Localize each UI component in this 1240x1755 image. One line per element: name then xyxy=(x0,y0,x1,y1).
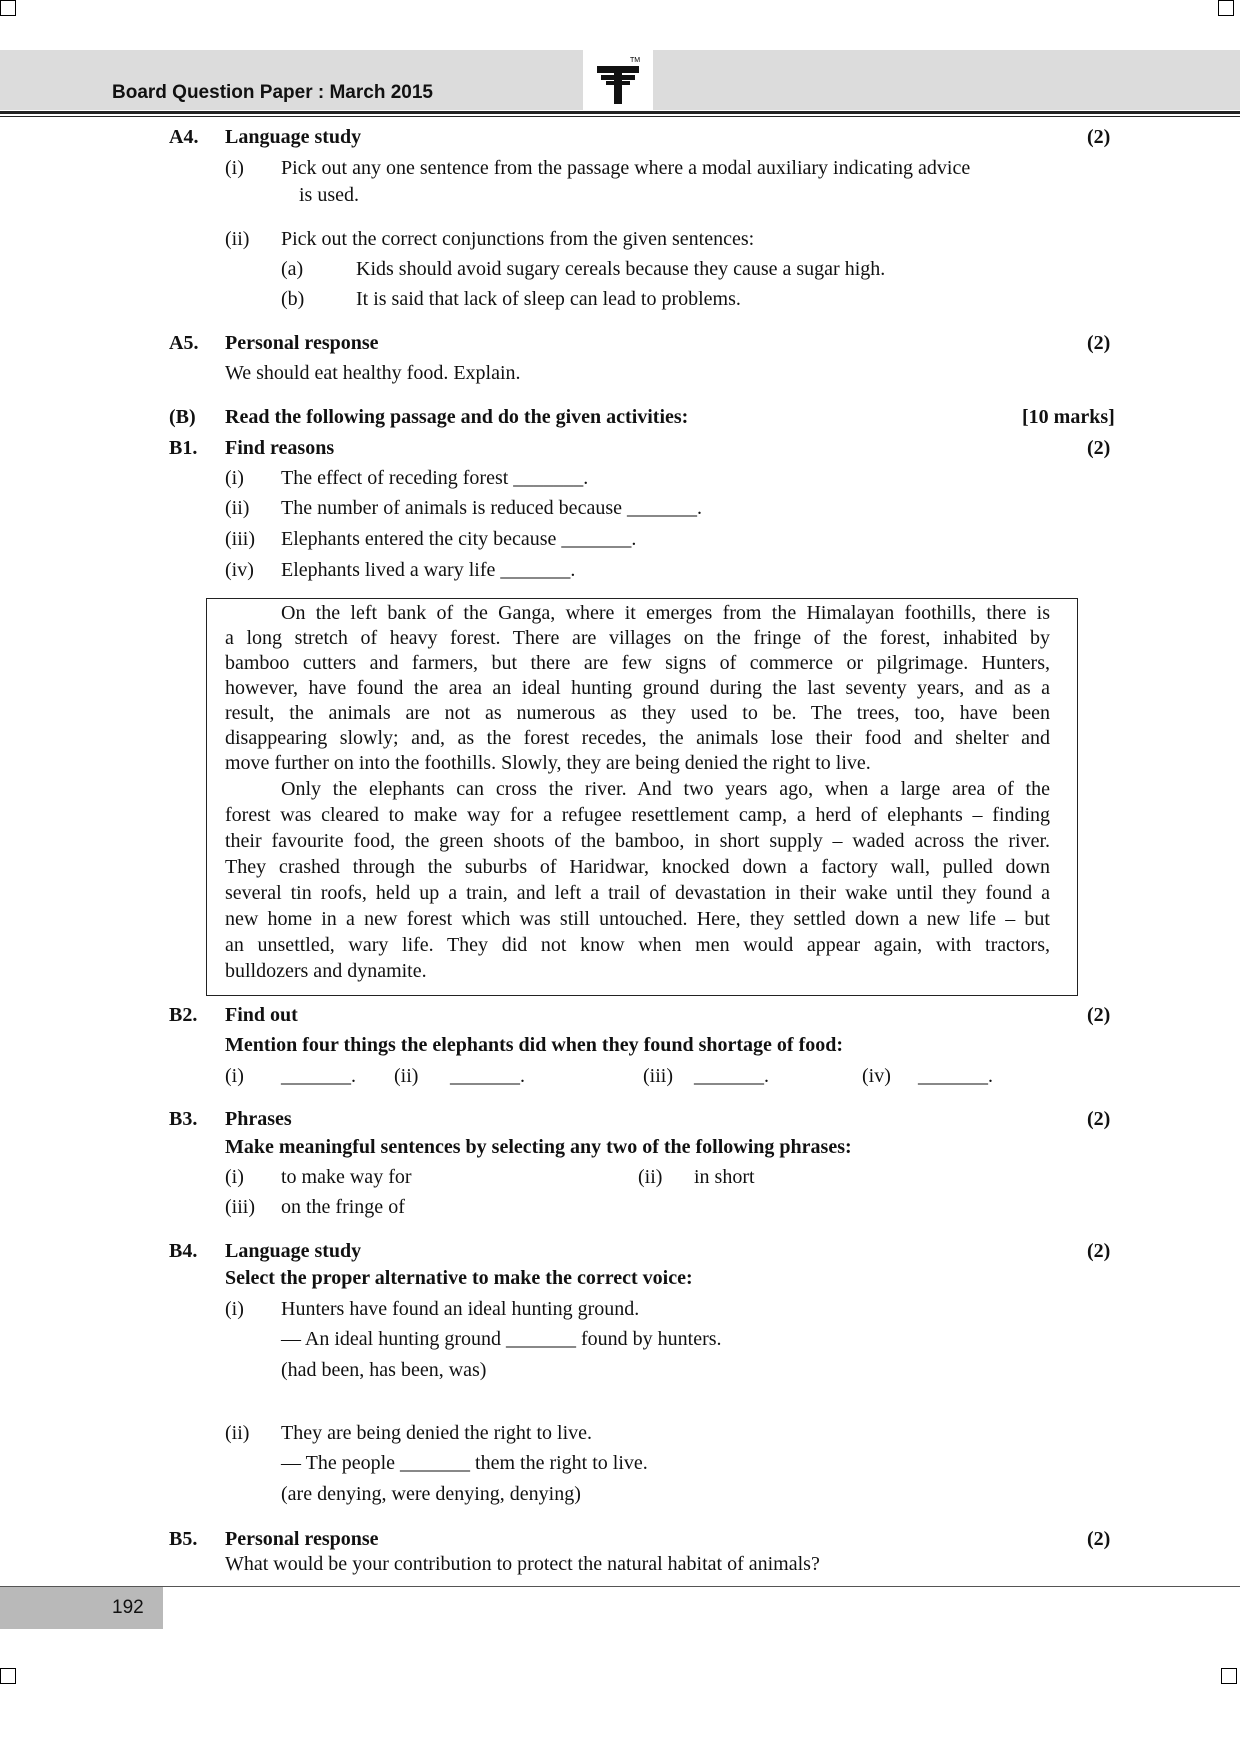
b3-title: Phrases xyxy=(225,1108,292,1130)
b1-item-text: The number of animals is reduced because _______. xyxy=(281,497,702,519)
b2-item-label: (iii) xyxy=(643,1065,673,1087)
b1-marks: (2) xyxy=(1087,437,1111,459)
b4-title: Language study xyxy=(225,1240,362,1262)
b4-i-label: (i) xyxy=(225,1298,244,1320)
b5-text: What would be your contribution to protect the natural habitat of animals? xyxy=(225,1553,820,1575)
a5-marks: (2) xyxy=(1087,332,1111,354)
b4-ii-options: (are denying, were denying, denying) xyxy=(281,1483,581,1505)
a5-text: We should eat healthy food. Explain. xyxy=(225,362,521,384)
passage-line: several tin roofs, held up a train, and left a trail of devastation in their wake until they found a xyxy=(225,882,1050,904)
b4-number: B4. xyxy=(169,1240,198,1262)
page-number: 192 xyxy=(112,1597,144,1618)
publisher-logo xyxy=(583,48,653,112)
header-rule xyxy=(0,111,1240,114)
passage-line: Only the elephants can cross the river. And two years ago, when a large area of the xyxy=(281,778,1050,800)
b3-item-label: (iii) xyxy=(225,1196,255,1218)
b1-item-label: (iii) xyxy=(225,528,255,550)
b4-i-sentence: Hunters have found an ideal hunting ground. xyxy=(281,1298,640,1320)
passage-line: bamboo cutters and farmers, but there are few signs of commerce or pilgrimage. Hunters, xyxy=(225,652,1050,674)
a4-a-label: (a) xyxy=(281,258,304,280)
b1-number: B1. xyxy=(169,437,198,459)
a4-a-text: Kids should avoid sugary cereals because they cause a sugar high. xyxy=(356,258,886,280)
b2-item-label: (iv) xyxy=(862,1065,891,1087)
b4-i-options: (had been, has been, was) xyxy=(281,1359,487,1381)
a4-number: A4. xyxy=(169,126,199,148)
b2-item-label: (ii) xyxy=(394,1065,419,1087)
section-b-title: Read the following passage and do the given activities: xyxy=(225,406,689,428)
passage-line: a long stretch of heavy forest. There are villages on the fringe of the forest, inhabited by xyxy=(225,627,1050,649)
a4-i-line2: is used. xyxy=(299,184,359,206)
section-b-marks: [10 marks] xyxy=(1022,406,1115,428)
b4-instruction: Select the proper alternative to make the correct voice: xyxy=(225,1267,693,1289)
crop-mark-top-left xyxy=(0,0,16,16)
b1-item-label: (i) xyxy=(225,467,244,489)
trademark-mark: TM xyxy=(630,57,641,64)
b2-marks: (2) xyxy=(1087,1004,1111,1026)
passage-line: On the left bank of the Ganga, where it emerges from the Himalayan foothills, there is xyxy=(281,602,1050,624)
b5-marks: (2) xyxy=(1087,1528,1111,1550)
b2-title: Find out xyxy=(225,1004,298,1026)
a4-title: Language study xyxy=(225,126,362,148)
a4-b-text: It is said that lack of sleep can lead to problems. xyxy=(356,288,741,310)
b2-item-blank: _______. xyxy=(450,1065,525,1087)
crop-mark-top-right xyxy=(1218,0,1234,16)
passage-line: however, have found the area an ideal hunting ground during the last seventy years, and as a xyxy=(225,677,1050,699)
b5-title: Personal response xyxy=(225,1528,379,1550)
b3-item-label: (ii) xyxy=(638,1166,663,1188)
b1-item-text: The effect of receding forest _______. xyxy=(281,467,589,489)
b4-i-transform: — An ideal hunting ground _______ found by hunters. xyxy=(281,1328,722,1350)
crop-mark-bottom-left xyxy=(0,1668,16,1684)
b3-marks: (2) xyxy=(1087,1108,1111,1130)
b2-instruction: Mention four things the elephants did when they found shortage of food: xyxy=(225,1034,844,1056)
b2-item-blank: _______. xyxy=(694,1065,769,1087)
passage-line: their favourite food, the green shoots of the bamboo, in short supply – waded across the river. xyxy=(225,830,1050,852)
passage-line: forest was cleared to make way for a refugee resettlement camp, a herd of elephants – finding xyxy=(225,804,1050,826)
footer-rule xyxy=(0,1586,1240,1587)
b4-ii-transform: — The people _______ them the right to live. xyxy=(281,1452,648,1474)
b5-number: B5. xyxy=(169,1528,198,1550)
b3-item-text: on the fringe of xyxy=(281,1196,405,1218)
passage-line: move further on into the foothills. Slowly, they are being denied the right to live. xyxy=(225,752,871,774)
b4-ii-label: (ii) xyxy=(225,1422,250,1444)
a4-i-line1: Pick out any one sentence from the passage where a modal auxiliary indicating advice xyxy=(281,157,971,179)
passage-line: They crashed through the suburbs of Haridwar, knocked down a factory wall, pulled down xyxy=(225,856,1050,878)
b3-number: B3. xyxy=(169,1108,198,1130)
b3-instruction: Make meaningful sentences by selecting any two of the following phrases: xyxy=(225,1136,852,1158)
a4-marks: (2) xyxy=(1087,126,1111,148)
passage-line: disappearing slowly; and, as the forest recedes, the animals lose their food and shelter and xyxy=(225,727,1050,749)
b1-item-label: (iv) xyxy=(225,559,254,581)
b1-title: Find reasons xyxy=(225,437,335,459)
b2-item-blank: _______. xyxy=(281,1065,356,1087)
b1-item-text: Elephants entered the city because _______. xyxy=(281,528,637,550)
passage-line: result, the animals are not as numerous as they used to be. The trees, too, have been xyxy=(225,702,1050,724)
a4-ii-text: Pick out the correct conjunctions from the given sentences: xyxy=(281,228,755,250)
b1-item-text: Elephants lived a wary life _______. xyxy=(281,559,576,581)
t-logo-icon xyxy=(583,48,653,112)
crop-mark-bottom-right xyxy=(1221,1668,1237,1684)
a5-title: Personal response xyxy=(225,332,379,354)
passage-line: bulldozers and dynamite. xyxy=(225,960,427,982)
header-rule-thin xyxy=(0,116,1240,117)
b2-item-label: (i) xyxy=(225,1065,244,1087)
b3-item-text: to make way for xyxy=(281,1166,412,1188)
header-title: Board Question Paper : March 2015 xyxy=(112,82,433,103)
b4-marks: (2) xyxy=(1087,1240,1111,1262)
a4-b-label: (b) xyxy=(281,288,305,310)
section-b-number: (B) xyxy=(169,406,196,428)
b3-item-label: (i) xyxy=(225,1166,244,1188)
b4-ii-sentence: They are being denied the right to live. xyxy=(281,1422,593,1444)
b2-number: B2. xyxy=(169,1004,198,1026)
a4-ii-label: (ii) xyxy=(225,228,250,250)
a4-i-label: (i) xyxy=(225,157,244,179)
b1-item-label: (ii) xyxy=(225,497,250,519)
b3-item-text: in short xyxy=(694,1166,755,1188)
b2-item-blank: _______. xyxy=(918,1065,993,1087)
a5-number: A5. xyxy=(169,332,199,354)
passage-line: an unsettled, wary life. They did not know when men would appear again, with tractors, xyxy=(225,934,1050,956)
passage-line: new home in a new forest which was still untouched. Here, they settled down a new life – but xyxy=(225,908,1050,930)
